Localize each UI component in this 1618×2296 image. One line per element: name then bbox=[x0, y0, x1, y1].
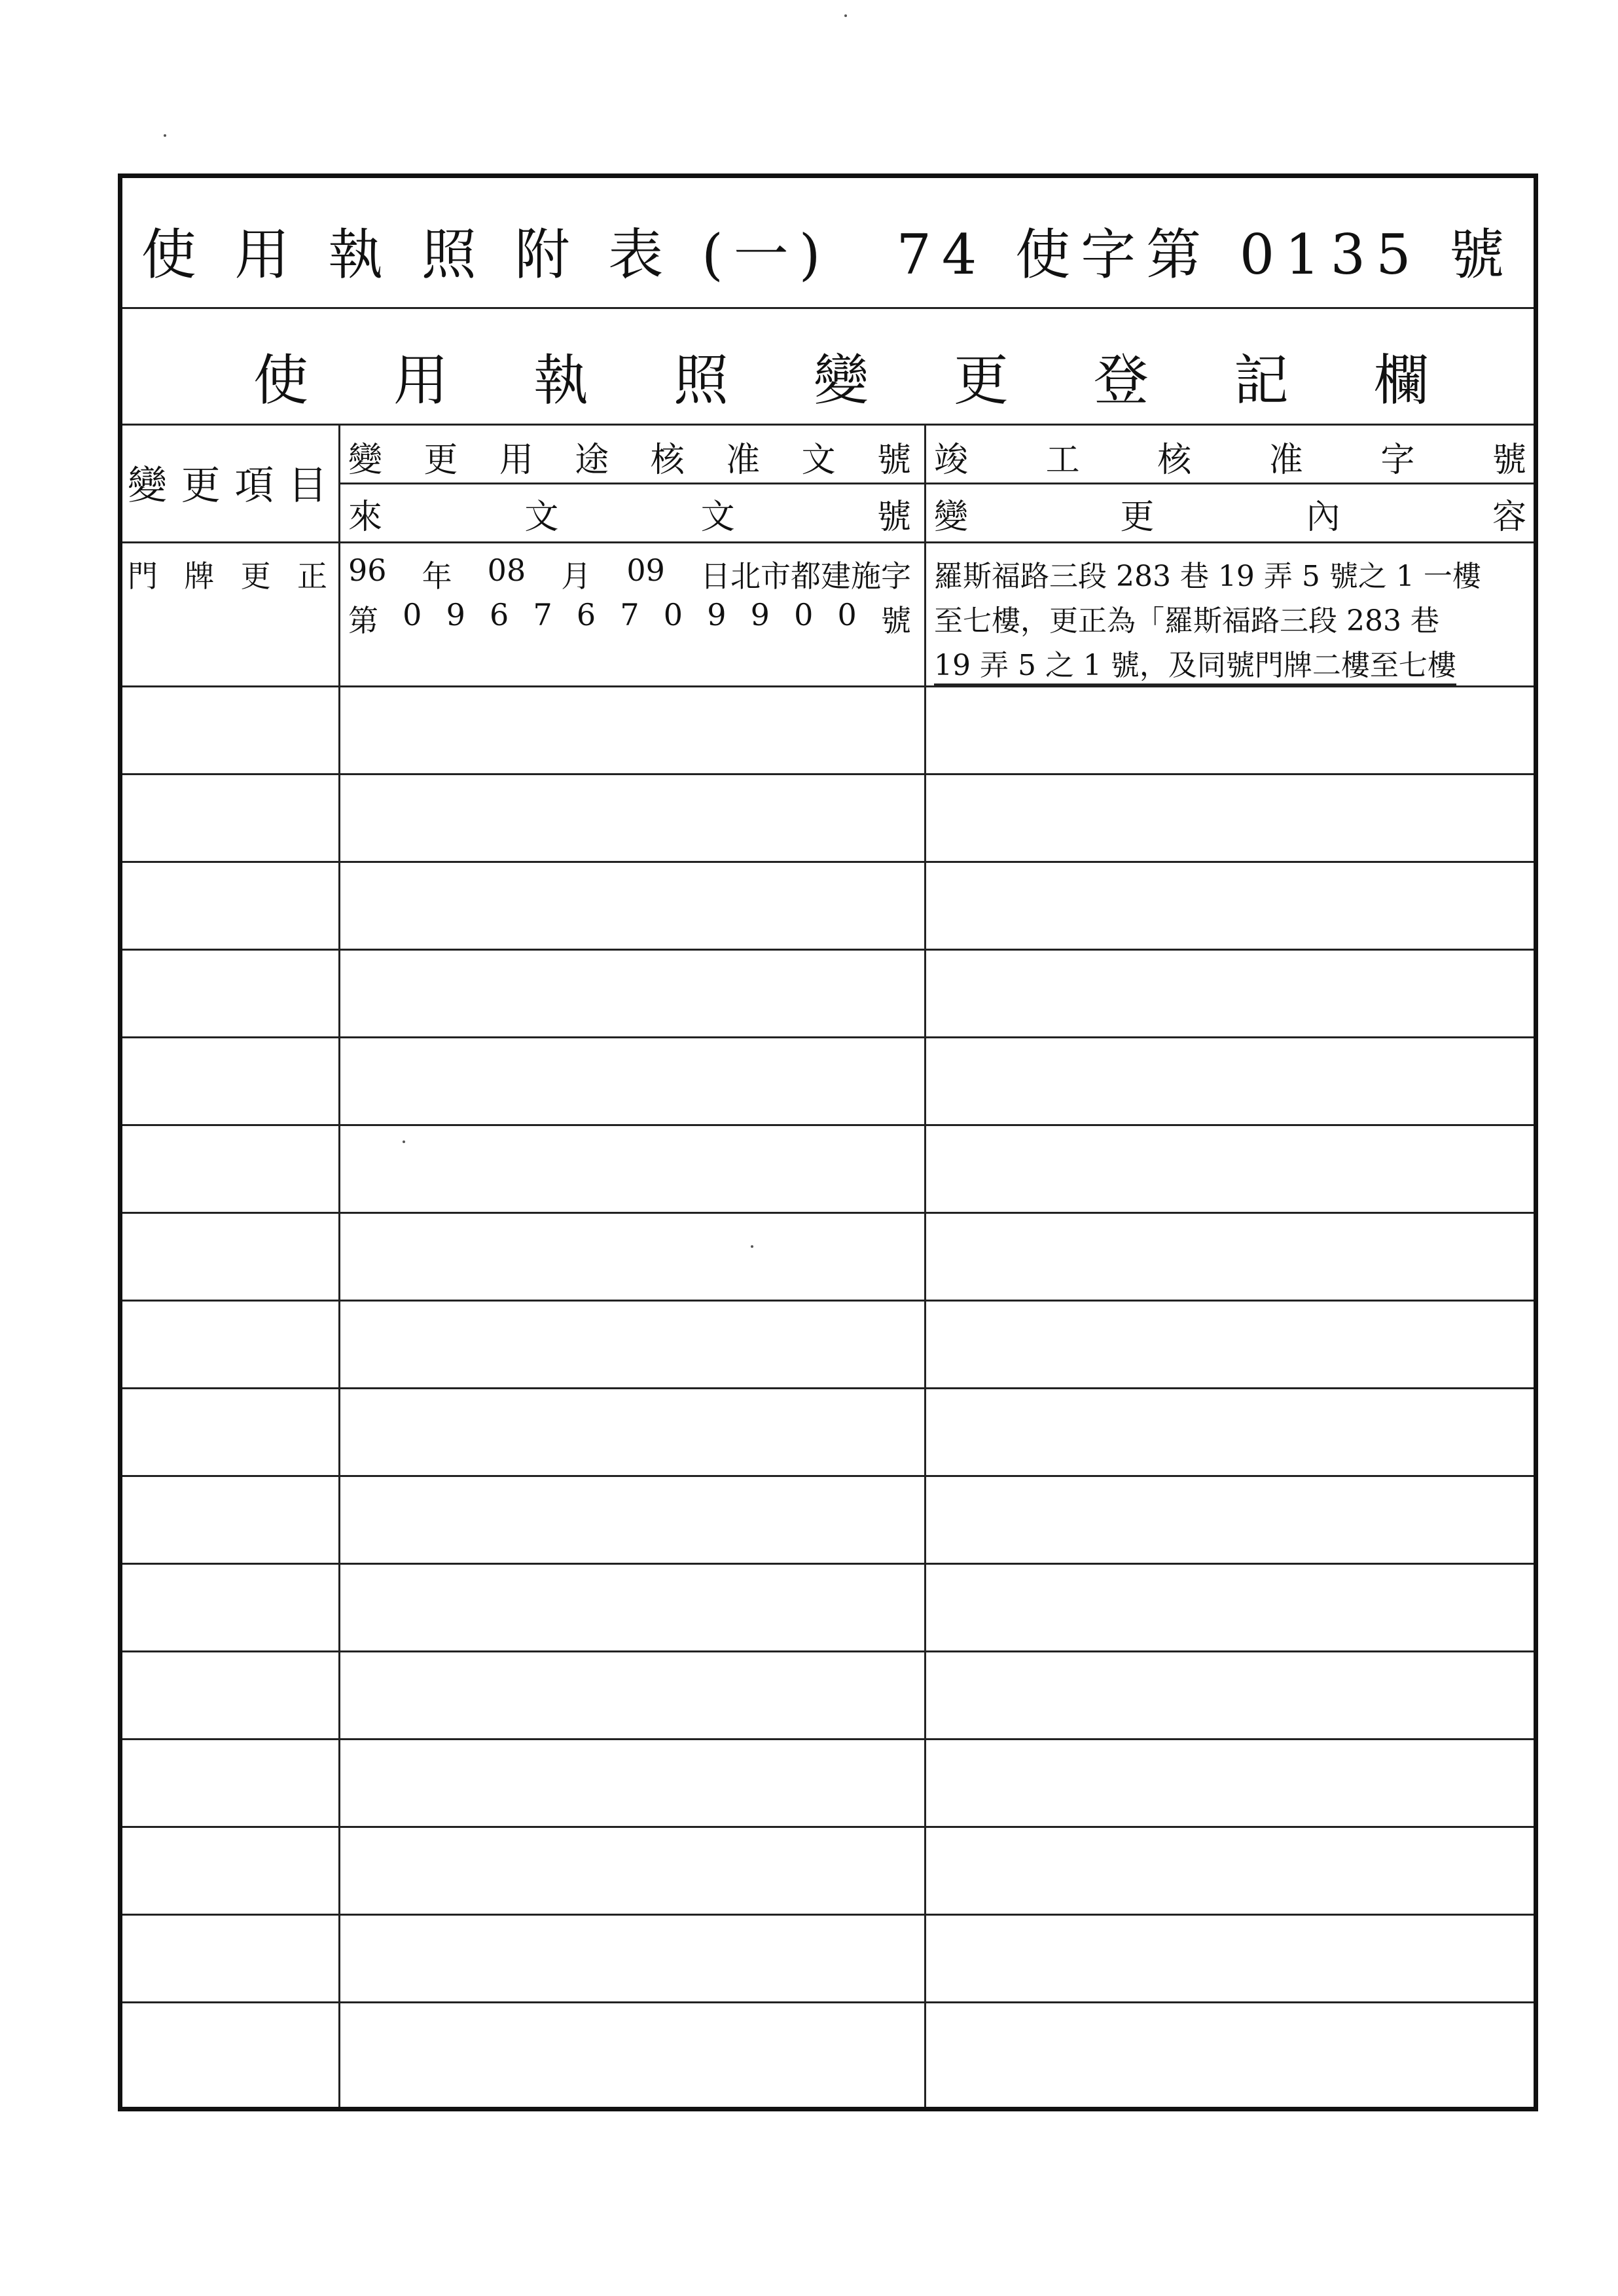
section-title bbox=[253, 337, 1429, 416]
section-title-char: 使 bbox=[253, 348, 309, 412]
registration-form-frame bbox=[118, 173, 1538, 2111]
cell-text: 月 bbox=[561, 558, 592, 594]
cell-text: 0 bbox=[794, 597, 814, 632]
cell-char: 門 bbox=[128, 558, 158, 594]
header-char: 更 bbox=[1120, 498, 1155, 537]
cell-text: 日北市都建施字 bbox=[700, 558, 911, 594]
header-char: 內 bbox=[1306, 498, 1340, 537]
section-title-char: 用 bbox=[393, 348, 448, 412]
row-divider bbox=[122, 1826, 1534, 1828]
row-divider bbox=[122, 1300, 1534, 1302]
cell-text: 第 bbox=[348, 603, 378, 638]
header-char: 變 bbox=[934, 498, 969, 537]
divider-title bbox=[122, 307, 1534, 309]
header-char: 竣 bbox=[934, 441, 969, 480]
cell-text: 6 bbox=[490, 597, 509, 632]
header-change-content bbox=[934, 489, 1526, 538]
cell-text: 0 bbox=[837, 597, 857, 632]
cell-text: 6 bbox=[576, 597, 596, 632]
cell-text: 9 bbox=[750, 597, 770, 632]
cell-text: 7 bbox=[620, 597, 639, 632]
row-divider bbox=[122, 1914, 1534, 1916]
page-title: 使 用 執 照 附 表 (一) 74 使字第 0135 號 bbox=[141, 223, 1515, 287]
header-bottom-divider bbox=[122, 541, 1534, 543]
header-char: 號 bbox=[876, 498, 911, 537]
column-divider-2 bbox=[924, 424, 926, 2107]
divider-subtitle bbox=[122, 424, 1534, 426]
row-divider bbox=[122, 1650, 1534, 1652]
column-divider-1 bbox=[338, 424, 340, 2107]
header-char: 途 bbox=[575, 441, 609, 480]
header-change-item bbox=[128, 454, 327, 511]
header-incoming-doc-no bbox=[348, 489, 911, 538]
row-divider bbox=[122, 1475, 1534, 1477]
section-title-char: 變 bbox=[813, 348, 869, 412]
row-divider bbox=[122, 1738, 1534, 1740]
row-divider bbox=[122, 949, 1534, 951]
scan-speck bbox=[164, 134, 166, 137]
row-divider bbox=[122, 861, 1534, 863]
header-char: 准 bbox=[726, 441, 761, 480]
row-item bbox=[128, 553, 327, 596]
row-divider bbox=[122, 1036, 1534, 1038]
row-content-line-3: 19 弄 5 之 1 號，及同號門牌二樓至七樓 bbox=[934, 642, 1456, 685]
scan-speck bbox=[751, 1245, 753, 1248]
header-char: 號 bbox=[876, 441, 911, 480]
section-title-char: 登 bbox=[1093, 348, 1149, 412]
header-char: 用 bbox=[499, 441, 533, 480]
section-title-char: 更 bbox=[953, 348, 1009, 412]
header-char: 更 bbox=[181, 463, 221, 509]
header-char: 准 bbox=[1268, 441, 1303, 480]
row-divider bbox=[122, 773, 1534, 775]
cell-text: 0 bbox=[663, 597, 683, 632]
cell-text: 9 bbox=[446, 597, 465, 632]
header-char: 變 bbox=[348, 441, 383, 480]
header-char: 文 bbox=[700, 498, 735, 537]
row-divider bbox=[122, 2001, 1534, 2003]
cell-text: 96 bbox=[348, 553, 387, 588]
cell-text: 9 bbox=[707, 597, 727, 632]
scan-speck bbox=[403, 1140, 405, 1143]
header-char: 核 bbox=[650, 441, 685, 480]
header-completion-approval-no bbox=[934, 432, 1526, 481]
row-divider bbox=[122, 685, 1534, 687]
header-char: 目 bbox=[287, 463, 327, 509]
header-mid-divider bbox=[338, 483, 1534, 484]
header-char: 項 bbox=[234, 463, 274, 509]
cell-char: 正 bbox=[297, 558, 327, 594]
cell-text: 號 bbox=[880, 603, 911, 638]
header-char: 文 bbox=[524, 498, 559, 537]
header-char: 號 bbox=[1492, 441, 1526, 480]
cell-char: 牌 bbox=[184, 558, 215, 594]
header-char: 工 bbox=[1045, 441, 1080, 480]
header-char: 文 bbox=[801, 441, 836, 480]
cell-text: 08 bbox=[487, 553, 526, 588]
row-content-line-2: 至七樓，更正為「羅斯福路三段 283 巷 bbox=[934, 604, 1439, 638]
header-change-use-approval-no bbox=[348, 432, 911, 481]
header-char: 字 bbox=[1380, 441, 1415, 480]
section-title-char: 照 bbox=[673, 348, 728, 412]
cell-text: 年 bbox=[422, 558, 452, 594]
header-char: 變 bbox=[128, 463, 167, 509]
cell-char: 更 bbox=[240, 558, 271, 594]
scan-speck bbox=[844, 14, 847, 17]
row-divider bbox=[122, 1563, 1534, 1565]
header-char: 核 bbox=[1157, 441, 1192, 480]
section-title-char: 欄 bbox=[1373, 348, 1429, 412]
row-divider bbox=[122, 1212, 1534, 1214]
section-title-char: 記 bbox=[1233, 348, 1289, 412]
cell-text: 7 bbox=[533, 597, 552, 632]
row-divider bbox=[122, 1124, 1534, 1126]
header-char: 來 bbox=[348, 498, 383, 537]
cell-text: 09 bbox=[626, 553, 665, 588]
header-char: 容 bbox=[1492, 498, 1526, 537]
row-divider bbox=[122, 1387, 1534, 1389]
header-char: 更 bbox=[423, 441, 458, 480]
cell-text: 0 bbox=[403, 597, 422, 632]
section-title-char: 執 bbox=[533, 348, 588, 412]
row-doc-line-1 bbox=[348, 553, 911, 596]
row-content-line-1: 羅斯福路三段 283 巷 19 弄 5 號之 1 一樓 bbox=[934, 560, 1481, 593]
row-doc-line-2 bbox=[348, 597, 911, 640]
